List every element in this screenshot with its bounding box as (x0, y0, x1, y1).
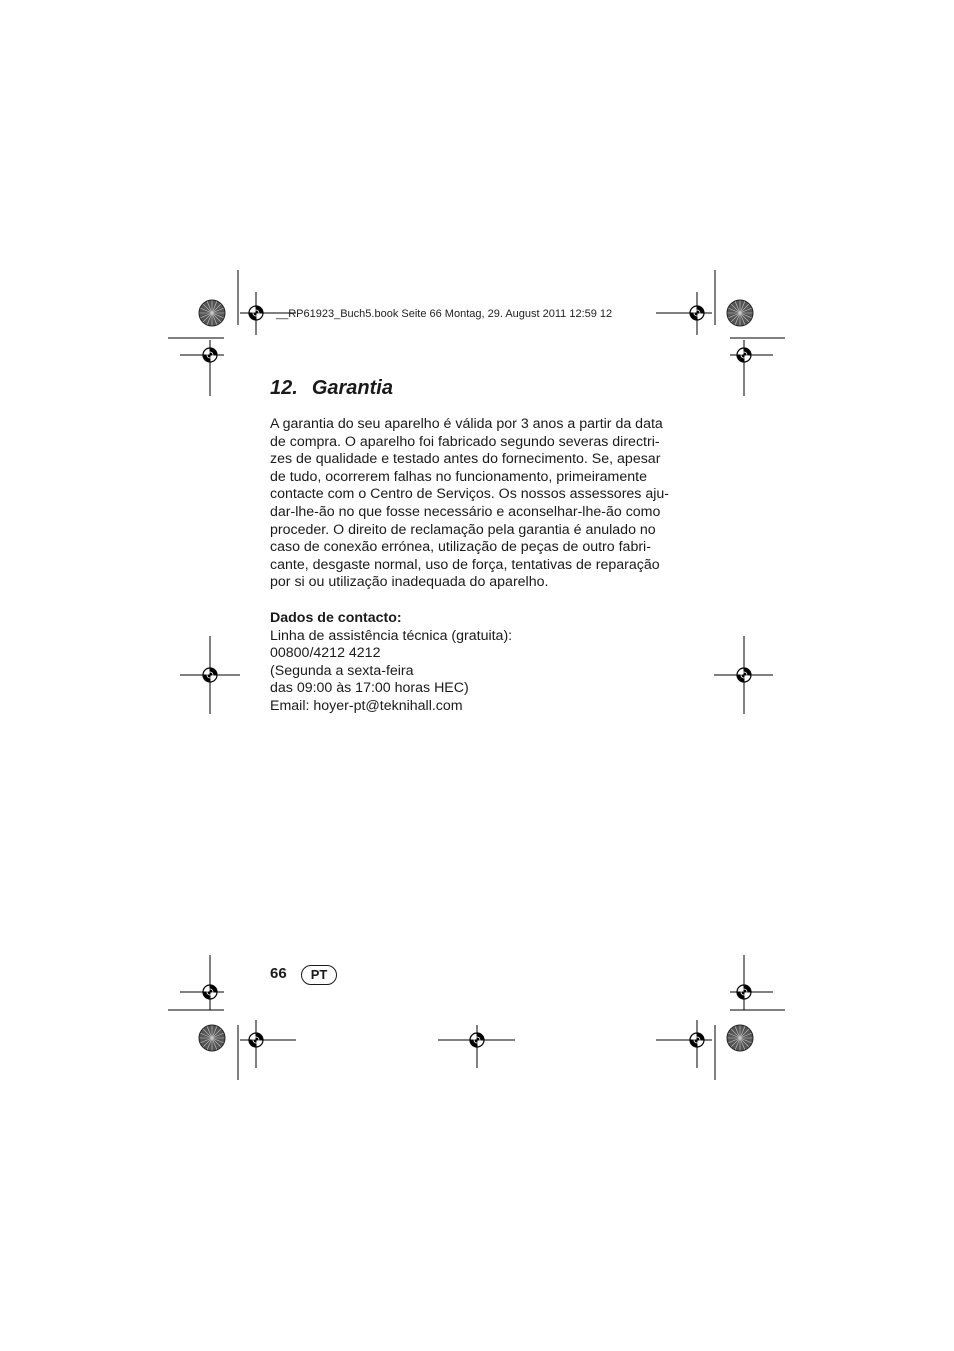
contact-block (270, 610, 680, 716)
body-line: de tudo, ocorrerem falhas no funcionamento, primeiramente (270, 468, 647, 485)
body-line: por si ou utilização inadequada do aparelho. (270, 574, 549, 591)
body-line: dar-lhe-ão no que fosse necessário e aconselhar-lhe-ão como (270, 503, 661, 520)
contact-hours: das 09:00 às 17:00 horas HEC) (270, 680, 469, 697)
contact-line: (Segunda a sexta-feira (270, 662, 414, 679)
section-number: 12. (270, 377, 298, 399)
body-line: zes de qualidade e testado antes do fornecimento. Se, apesar (270, 451, 661, 468)
contact-email: Email: hoyer-pt@teknihall.com (270, 697, 463, 714)
body-line: proceder. O direito de reclamação pela garantia é anulado no (270, 521, 656, 538)
contact-phone: 00800/4212 4212 (270, 645, 381, 662)
body-line: de compra. O aparelho foi fabricado segundo severas directri- (270, 433, 660, 450)
print-slug: __RP61923_Buch5.book Seite 66 Montag, 29. August 2011 12:59 12 (276, 308, 613, 320)
page-number: 66 (270, 965, 287, 982)
section-title (270, 377, 393, 400)
section-title-text: Garantia (311, 377, 393, 399)
language-badge: PT (301, 965, 337, 985)
body-line: contacte com o Centro de Serviços. Os nossos assessores aju- (270, 486, 670, 503)
body-line: A garantia do seu aparelho é válida por 3 anos a partir da data (270, 416, 663, 432)
warranty-text (270, 416, 680, 592)
body-line: cante, desgaste normal, uso de força, tentativas de reparação (270, 556, 660, 573)
contact-heading: Dados de contacto: (270, 610, 402, 626)
contact-line: Linha de assistência técnica (gratuita): (270, 627, 513, 644)
body-line: caso de conexão errónea, utilização de peças de outro fabri- (270, 539, 651, 556)
